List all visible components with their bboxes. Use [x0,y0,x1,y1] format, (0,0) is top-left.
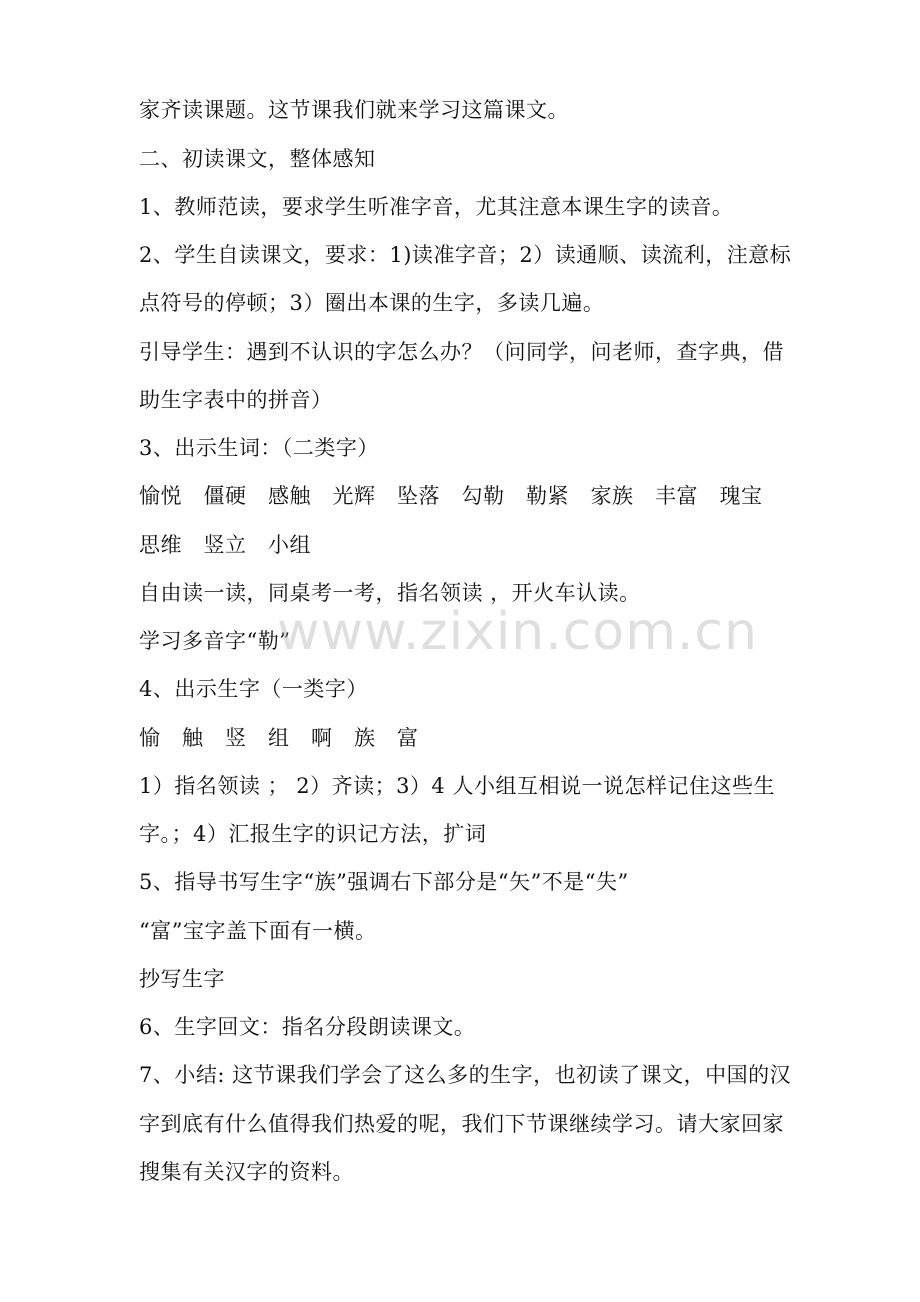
text-line-21: 7、小结: 这节课我们学会了这么多的生字，也初读了课文，中国的汉 [139,1063,792,1087]
text-line-15: 1）指名领读 ； 2）齐读；3）4 人小组互相说一说怎样记住这些生 [139,774,775,798]
text-line-1: 家齐读课题。这节课我们就来学习这篇课文。 [139,98,569,122]
text-line-3: 1、教师范读，要求学生听准字音，尤其注意本课生字的读音。 [139,195,734,219]
text-line-20: 6、生字回文：指名分段朗读课文。 [139,1015,476,1039]
text-line-16: 字。；4）汇报生字的识记方法，扩词 [139,822,487,846]
text-line-7: 助生字表中的拼音） [139,388,333,412]
text-line-23: 搜集有关汉字的资料。 [139,1160,354,1184]
text-line-5: 点符号的停顿；3）圈出本课的生字，多读几遍。 [139,291,605,315]
text-line-22: 字到底有什么值得我们热爱的呢，我们下节课继续学习。请大家回家 [139,1112,784,1136]
watermark: www.zixin.com.cn [277,602,758,662]
text-line-18: “富”宝字盖下面有一横。 [139,919,377,943]
vocabulary-line-2: 思维 竖立 小组 [139,533,311,557]
text-line-2: 二、初读课文，整体感知 [139,147,376,171]
text-line-11: 自由读一读，同桌考一考，指名领读 ，开火车认读。 [139,581,641,605]
text-line-6: 引导学生：遇到不认识的字怎么办？（问同学，问老师，查字典，借 [139,340,784,364]
text-line-4: 2、学生自读课文，要求：1)读准字音；2）读通顺、读流利，注意标 [139,243,792,267]
text-line-17: 5、指导书写生字“族”强调右下部分是“矢”不是“失” [139,870,629,894]
vocabulary-line-1: 愉悦 僵硬 感触 光辉 坠落 勾勒 勒紧 家族 丰富 瑰宝 [139,484,763,508]
text-line-12: 学习多音字“勒” [139,629,291,653]
text-line-19: 抄写生字 [139,967,225,991]
character-list-line: 愉 触 竖 组 啊 族 富 [139,726,419,750]
text-line-8: 3、出示生词：（二类字） [139,436,379,460]
text-line-13: 4、出示生字（一类字） [139,677,368,701]
